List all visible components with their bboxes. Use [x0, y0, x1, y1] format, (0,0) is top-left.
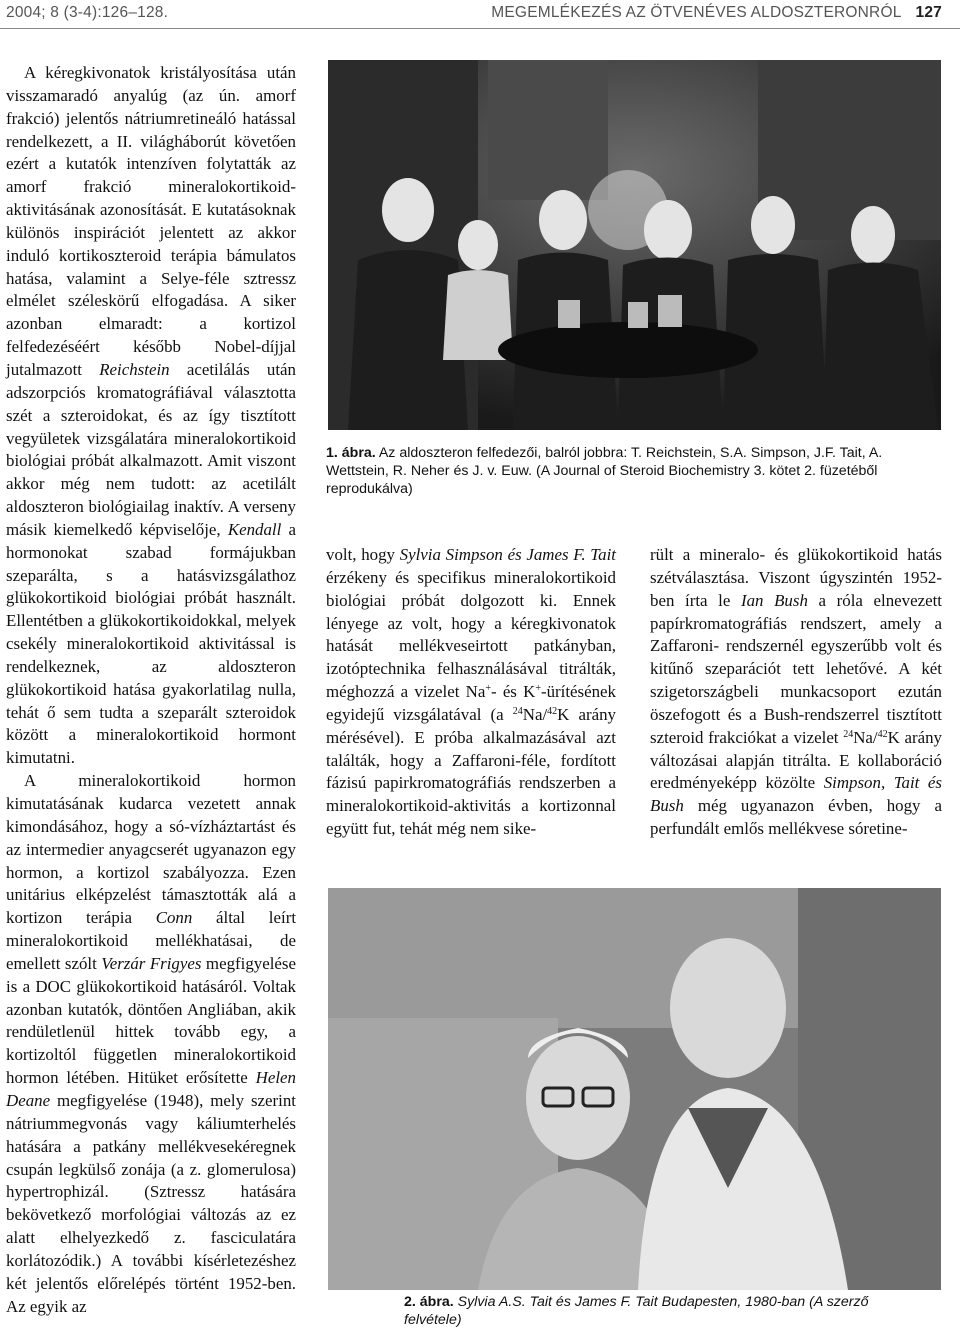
- paragraph-continued: rült a mineralo- és glükokortikoid hatás szétválasztása. Viszont úgyszintén 1952-ben írta le Ian Bush a róla elnevezett papírkromatográfiás rendszert, amely a Zaffaroni- rendszernél egyszerűbb volt és kitűnő szeparációt tett lehetővé. A két szigetországbeli munkacsoport ezután öszefogott és a Bush-rendszerrel tisztított szteroid frakciókat a vizelet $^{24}$Na/$^{42}$K arány változásai alapján titrálta. E kollaboráció eredményeképp közölte Simpson, Tait és Bush még ugyanazon évben, hogy a perfundált emlős mellékvese sóretine-: [650, 545, 942, 839]
- section-title: MEGEMLÉKEZÉS AZ ÖTVENÉVES ALDOSZTERONRÓL: [491, 4, 902, 21]
- figure-1-caption: 1. ábra. Az aldoszteron felfedezői, balról jobbra: T. Reichstein, S.A. Simpson, J.F. Tait, A. Wettstein, R. Neher és J. v. Euw. (A Journal of Steroid Biochemistry 3. kötet 2. füzetéből reprodukálva): [326, 445, 883, 497]
- group-photo-figure-1: [328, 60, 941, 430]
- group-photo-illustration: [328, 60, 941, 430]
- couple-photo-illustration: [328, 888, 941, 1290]
- text-column-middle: [326, 544, 616, 841]
- header-rule: [0, 28, 960, 29]
- page-number: 127: [915, 4, 942, 21]
- couple-photo-figure-2: [328, 888, 941, 1290]
- paragraph-2: A mineralokortikoid hormon kimutatásának kudarca vezetett annak kimondásához, hogy a só-vízháztartást és az intermedier anyagcserét ugyanazon egy hormon, a kortizol szabályozza. Ezen unitárius elképzelést támasztották alá a kortizon terápia Conn által leírt mineralokortikoid mellékhatásai, de emellett szólt Verzár Frigyes megfigyelése is a DOC glükokortikoid hatásáról. Voltak azonban kutatók, döntően Angliában, akik rendületlenül hittek tovább egy, a kortizoltól független mineralokortikoid hormon létében. Hitüket erősítette Helen Deane megfigyelése (1948), mely szerint nátriummegvonás vagy káliumterhelés hatására a patkány mellékvesekéregnek csupán legkülső zonája (a z. glomerulosa) hypertrophizál. (Sztressz hatására bekövetkező morfológiai változás az ez alatt elhelyezkedő z. fasciculatára korlátozódik.) A további kísérletezéshez két jelentős előrelépés történt 1952-ben. Az egyik az: [6, 771, 297, 1316]
- figure-2-caption: 2. ábra. Sylvia A.S. Tait és James F. Tait Budapesten, 1980-ban (A szerző felvétele): [404, 1294, 869, 1328]
- paragraph-1: A kéregkivonatok kristályosítása után visszamaradó anyalúg (az ún. amorf frakció) jelentős nátriumretineáló hatással rendelkezett, a II. világháborút követően ezért a kutatók intenzíven folytatták az amorf frakció mineralokortikoid-aktivitásának azonosítását. E kutatásoknak különös inspirációt jelentett az akkor induló kortikoszteroid terápia bámulatos hatása, valamint a Selye-féle sztressz elmélet széleskörű elfogadása. A siker azonban elmaradt: a kortizol felfedezéséért később Nobel-díjjal jutalmazott Reichstein acetilálás után adszorpciós kromatográfiával választotta szét a szteroidokat, és az így tisztított vegyületek vizsgálatára mineralokortikoid biológiai próbát alkalmazott. Amit viszont akkor még nem tudott: az acetilált aldoszteron biológiailag inaktív. A verseny másik kiemelkedő képviselője, Kendall a hormonokat szabad formájukban szeparálta, s a hatásvizsgálathoz glükokortikoid biológiai próbát használt. Ellentétben a glükokortikoidokkal, melyek csekély mineralokortikoid aktivitással is rendelkeznek, az aldoszteron glükokortikoid hatása gyakorlatilag nulla, tehát ő sem tudta a szeparált szteroidok között a mineralokortikoid hormont kimutatni.: [6, 63, 296, 768]
- running-header: [491, 4, 942, 26]
- text-column-right: [650, 544, 942, 841]
- text-column-left: [6, 62, 296, 1318]
- journal-citation: 2004; 8 (3-4):126–128.: [6, 4, 169, 21]
- paragraph-continued: volt, hogy Sylvia Simpson és James F. Tait érzékeny és specifikus mineralokortikoid biológiai próbát dolgozott ki. Ennek lényege az volt, hogy a kéregkivonatok hatását mellékveseirtott patkányban, izotóptechnika felhasználásával titrálták, méghozzá a vizelet Na+- és K+-ürítésének egyidejű vizsgálatával (a $^{24}$Na/$^{42}$K arány mérésével). E próba alkalmazásával azt találták, hogy a Zaffaroni-féle, fordított fázisú papirkromatográfiás rendszerben a mineralokortikoid-aktivitás a kortizonnal együtt fut, tehát még nem sike-: [326, 545, 616, 839]
